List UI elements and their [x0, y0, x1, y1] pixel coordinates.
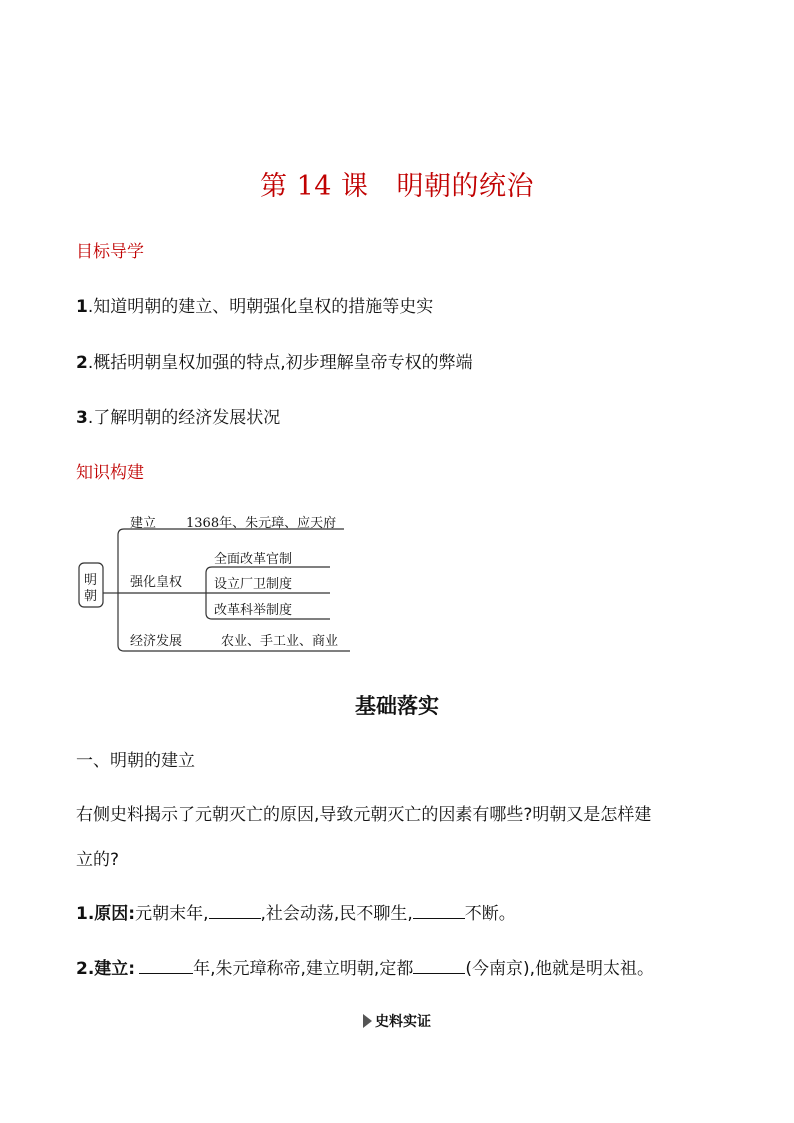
branch-label-power: 强化皇权 — [130, 575, 183, 590]
item-label: .建立: — [87, 959, 136, 979]
question-line-2: 立的? — [76, 850, 120, 870]
subsection-heading: 一、明朝的建立 — [76, 751, 195, 771]
item-text: 不断。 — [464, 904, 516, 924]
goal-text: .概括明朝皇权加强的特点,初步理解皇帝专权的弊端 — [87, 353, 473, 373]
goal-text: .知道明朝的建立、明朝强化皇权的措施等史实 — [87, 297, 434, 317]
sub-item-exam: 改革科举制度 — [214, 603, 293, 618]
goal-item-3 — [76, 403, 280, 428]
blank-field[interactable] — [209, 902, 261, 919]
blank-field[interactable] — [413, 902, 465, 919]
item-num: 1 — [76, 904, 88, 924]
item-text: 年,朱元璋称帝,建立明朝,定都 — [193, 959, 414, 979]
fill-item-cause — [76, 899, 516, 924]
branch-label-establish: 建立 — [130, 516, 157, 531]
item-text: ,社会动荡,民不聊生, — [260, 904, 413, 924]
knowledge-heading: 知识构建 — [76, 463, 144, 483]
root-label-1: 明 — [84, 573, 98, 588]
lesson-number: 第 14 课 — [259, 171, 369, 202]
lesson-name: 明朝的统治 — [396, 171, 535, 202]
root-label-2: 朝 — [84, 589, 98, 604]
sub-item-changwei: 设立厂卫制度 — [214, 577, 293, 592]
knowledge-map — [72, 505, 372, 665]
branch-detail-economy: 农业、手工业、商业 — [221, 634, 339, 649]
branch-detail-establish: 1368年、朱元璋、应天府 — [186, 516, 337, 531]
goal-num: 3 — [76, 408, 88, 428]
item-text: (今南京),他就是明太祖。 — [465, 959, 654, 979]
footer-label — [0, 1011, 794, 1031]
branch-label-economy: 经济发展 — [130, 634, 183, 649]
blank-field[interactable] — [139, 957, 193, 974]
goal-item-2 — [76, 348, 473, 373]
item-text: 元朝末年, — [135, 904, 209, 924]
goals-heading: 目标导学 — [76, 242, 144, 262]
goal-text: .了解明朝的经济发展状况 — [87, 408, 281, 428]
footer-text: 史料实证 — [375, 1014, 431, 1030]
question-line-1: 右侧史料揭示了元朝灭亡的原因,导致元朝灭亡的因素有哪些?明朝又是怎样建 — [76, 805, 652, 825]
blank-field[interactable] — [413, 957, 465, 974]
goal-num: 1 — [76, 297, 88, 317]
item-num: 2 — [76, 959, 88, 979]
item-label: .原因: — [87, 904, 136, 924]
fill-item-establish — [76, 954, 654, 979]
lesson-title — [0, 164, 794, 203]
goal-item-1 — [76, 292, 433, 317]
sub-item-officials: 全面改革官制 — [214, 552, 293, 567]
basics-heading: 基础落实 — [355, 694, 439, 718]
triangle-icon — [363, 1014, 372, 1028]
goal-num: 2 — [76, 353, 88, 373]
